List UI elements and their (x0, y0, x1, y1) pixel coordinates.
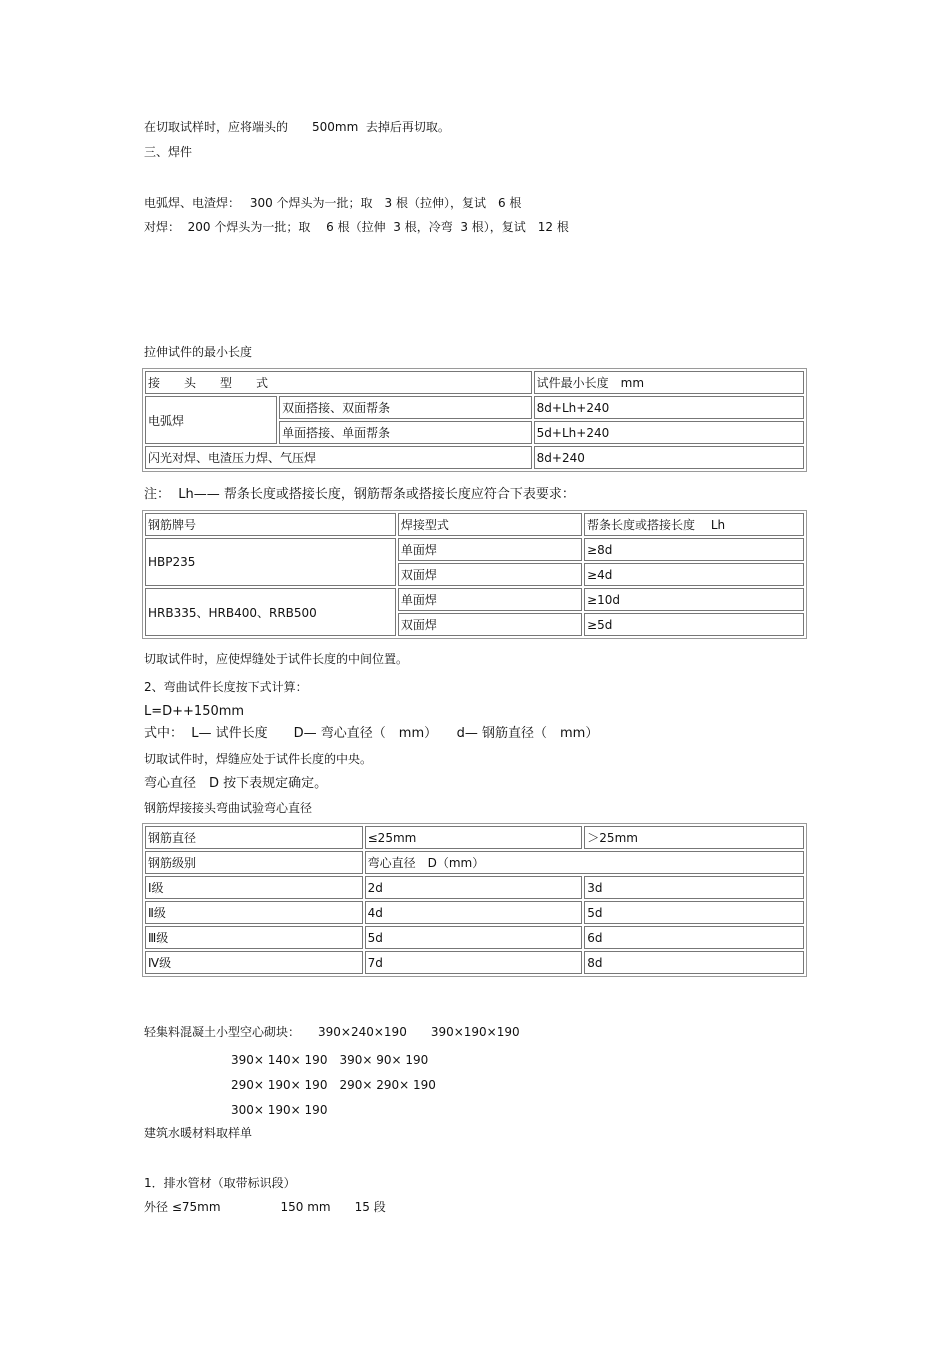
table-cell: Ⅳ级 (145, 951, 363, 974)
table3-title: 钢筋焊接接头弯曲试验弯心直径 (144, 801, 313, 815)
drain-pipe-row: 外径 ≤75mm 150 mm 15 段 (144, 1200, 386, 1214)
table-cell: Ⅰ级 (145, 876, 363, 899)
table-cell: 电弧焊 (145, 396, 277, 444)
table-header-cell: 帮条长度或搭接长度 Lh (584, 513, 804, 536)
table-header-cell: 试件最小长度 mm (534, 371, 804, 394)
table-cell: HBP235 (145, 538, 396, 586)
table-header-cell: ≤25mm (365, 826, 583, 849)
table-cell: ≥8d (584, 538, 804, 561)
bend-heading: 2、弯曲试件长度按下式计算： (144, 680, 308, 694)
table-header-cell: 焊接型式 (398, 513, 582, 536)
block-sizes-line-1: 轻集料混凝土小型空心砌块： 390×240×190 390×190×190 (144, 1025, 520, 1039)
table-row (145, 826, 804, 849)
table-cell: 单面焊 (398, 588, 582, 611)
table-row (145, 588, 804, 611)
table-cell: 8d (584, 951, 804, 974)
table-cell: 2d (365, 876, 583, 899)
table-bend-diameter (142, 823, 807, 977)
table-header-cell: 弯心直径 D（mm） (365, 851, 804, 874)
table-row (145, 926, 804, 949)
text-line-bend-diameter: 弯心直径 D 按下表规定确定。 (144, 776, 328, 791)
block-sizes-line-4: 300× 190× 190 (231, 1103, 328, 1117)
table-cell: 单面搭接、单面帮条 (279, 421, 532, 444)
table-cell: 双面搭接、双面帮条 (279, 396, 532, 419)
table-cell: 5d+Lh+240 (534, 421, 804, 444)
note-lh: 注： Lh—— 帮条长度或搭接长度，钢筋帮条或搭接长度应符合下表要求： (144, 487, 575, 502)
table-cell: 双面焊 (398, 563, 582, 586)
table-header-cell: ＞25mm (584, 826, 804, 849)
table-cell: ≥5d (584, 613, 804, 636)
table-row (145, 851, 804, 874)
drain-pipe-heading: 1．排水管材（取带标识段） (144, 1176, 296, 1190)
formula: L=D++150mm (144, 704, 245, 719)
table-cell: 6d (584, 926, 804, 949)
table-cell: 5d (365, 926, 583, 949)
text-line-butt-weld: 对焊： 200 个焊头为一批；取 6 根（拉伸 3 根，冷弯 3 根），复试 12 根 (144, 220, 569, 234)
table-cell: 闪光对焊、电渣压力焊、气压焊 (145, 446, 532, 469)
table-cell: ≥10d (584, 588, 804, 611)
table-row (145, 446, 804, 469)
text-line-cut-sample: 在切取试样时，应将端头的 500mm 去掉后再切取。 (144, 120, 450, 134)
text-line-cut-center: 切取试件时，焊缝应处于试件长度的中央。 (144, 752, 373, 766)
hvac-sampling-title: 建筑水暖材料取样单 (144, 1126, 253, 1140)
table-row (145, 901, 804, 924)
block-sizes-line-2: 390× 140× 190 390× 90× 190 (231, 1053, 429, 1067)
table-cell: 4d (365, 901, 583, 924)
table-row (145, 951, 804, 974)
table-cell: 8d+240 (534, 446, 804, 469)
table-cell: 7d (365, 951, 583, 974)
table-lap-length (142, 510, 807, 639)
table-cell: ≥4d (584, 563, 804, 586)
table-cell: Ⅲ级 (145, 926, 363, 949)
formula-description: 式中： L— 试件长度 D— 弯心直径（ mm） d— 钢筋直径（ mm） (144, 726, 599, 741)
table-cell: 3d (584, 876, 804, 899)
table-row (145, 371, 804, 394)
table-cell: Ⅱ级 (145, 901, 363, 924)
table-cell: 8d+Lh+240 (534, 396, 804, 419)
table-header-cell: 接 头 型 式 (145, 371, 532, 394)
table1-title: 拉伸试件的最小长度 (144, 345, 253, 359)
table-row (145, 396, 804, 419)
table-row (145, 538, 804, 561)
section-heading-weld: 三、焊件 (144, 145, 193, 159)
table-row (145, 513, 804, 536)
table-cell: 双面焊 (398, 613, 582, 636)
table-tensile-min-length (142, 368, 807, 472)
table-cell: HRB335、HRB400、RRB500 (145, 588, 396, 636)
table-cell: 5d (584, 901, 804, 924)
text-line-cut-middle: 切取试件时，应使焊缝处于试件长度的中间位置。 (144, 652, 409, 666)
table-row (145, 876, 804, 899)
block-sizes-line-3: 290× 190× 190 290× 290× 190 (231, 1078, 436, 1092)
table-cell: 单面焊 (398, 538, 582, 561)
table-header-cell: 钢筋直径 (145, 826, 363, 849)
table-header-cell: 钢筋级别 (145, 851, 363, 874)
text-line-arc-weld: 电弧焊、电渣焊： 300 个焊头为一批；取 3 根（拉伸），复试 6 根 (144, 196, 522, 210)
table-header-cell: 钢筋牌号 (145, 513, 396, 536)
